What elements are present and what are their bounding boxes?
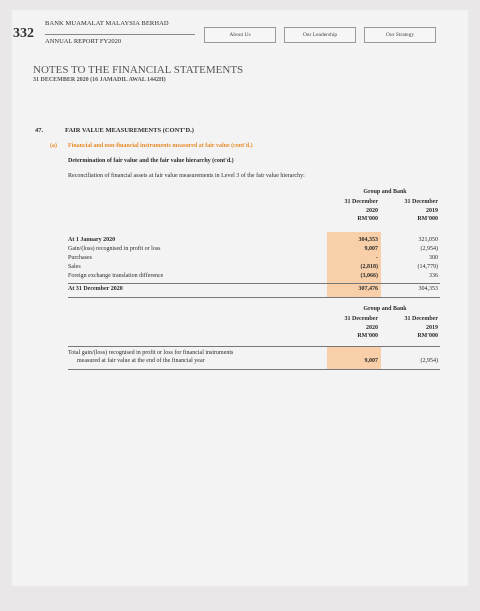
table-cell-2019: 300	[429, 255, 438, 261]
determination-heading: Determination of fair value and the fair value hierarchy (cont'd.)	[68, 158, 234, 164]
nav-about-us[interactable]: About Us	[204, 27, 276, 43]
table2-rule-top	[68, 346, 440, 347]
header-rule	[45, 34, 195, 35]
table-cell-2020: 304,353	[358, 237, 378, 243]
table1-col-2019: 31 December 2019 RM'000	[404, 199, 438, 222]
table1-total-rule-bottom	[68, 297, 440, 298]
page-sheet	[12, 10, 468, 586]
table-cell-2019: (2,954)	[420, 246, 438, 252]
page-subtitle: 31 DECEMBER 2020 (16 JAMADIL AWAL 1442H)	[33, 77, 166, 83]
table2-col-2020: 31 December 2020 RM'000	[344, 316, 378, 339]
subsection-title: Financial and non-financial instruments measured at fair value (cont'd.)	[68, 143, 253, 149]
section-number: 47.	[35, 127, 44, 134]
nav-our-strategy[interactable]: Our Strategy	[364, 27, 436, 43]
table-row-label: Foreign exchange translation difference	[68, 273, 164, 279]
table-cell-2019: (14,779)	[417, 264, 438, 270]
table2-group-header: Group and Bank	[363, 306, 407, 312]
table1-total-2019: 304,353	[418, 286, 438, 292]
table-cell-2019: 336	[429, 273, 438, 279]
page-number: 332	[13, 26, 34, 41]
table-cell-2020: -	[376, 255, 378, 261]
table-row-label: At 1 January 2020	[68, 237, 116, 243]
table2-cell-2020: 9,007	[364, 358, 378, 364]
table-cell-2019: 321,050	[418, 237, 438, 243]
table1-group-header: Group and Bank	[363, 189, 407, 195]
table-cell-2020: (3,066)	[360, 273, 378, 279]
subsection-index: (a)	[50, 143, 57, 149]
table2-rule-bottom	[68, 369, 440, 370]
table-cell-2020: 9,007	[364, 246, 378, 252]
table2-col-2019: 31 December 2019 RM'000	[404, 316, 438, 339]
page-title: NOTES TO THE FINANCIAL STATEMENTS	[33, 64, 244, 76]
company-name: BANK MUAMALAT MALAYSIA BERHAD	[45, 20, 169, 27]
nav-our-leadership[interactable]: Our Leadership	[284, 27, 356, 43]
table-row-label: Gain/(loss) recognised in profit or loss	[68, 246, 161, 252]
table1-total-label: At 31 December 2020	[68, 286, 123, 292]
reconciliation-text: Reconciliation of financial assets at fair value measurements in Level 3 of the fair value hierarchy:	[68, 173, 305, 179]
table1-total-rule-top	[68, 283, 440, 284]
table1-col-2020: 31 December 2020 RM'000	[344, 199, 378, 222]
table2-cell-2019: (2,954)	[420, 358, 438, 364]
table-cell-2020: (2,818)	[360, 264, 378, 270]
report-name: ANNUAL REPORT FY2020	[45, 38, 122, 45]
table1-total-2020: 307,476	[358, 286, 378, 292]
table-row-label: Sales	[68, 264, 81, 270]
table2-row-label-line1: Total gain/(loss) recognised in profit or loss for financial instruments	[68, 350, 234, 356]
section-title: FAIR VALUE MEASUREMENTS (CONT'D.)	[65, 127, 194, 134]
table2-row-label-line2: measured at fair value at the end of the financial year	[77, 358, 205, 364]
table-row-label: Purchases	[68, 255, 92, 261]
